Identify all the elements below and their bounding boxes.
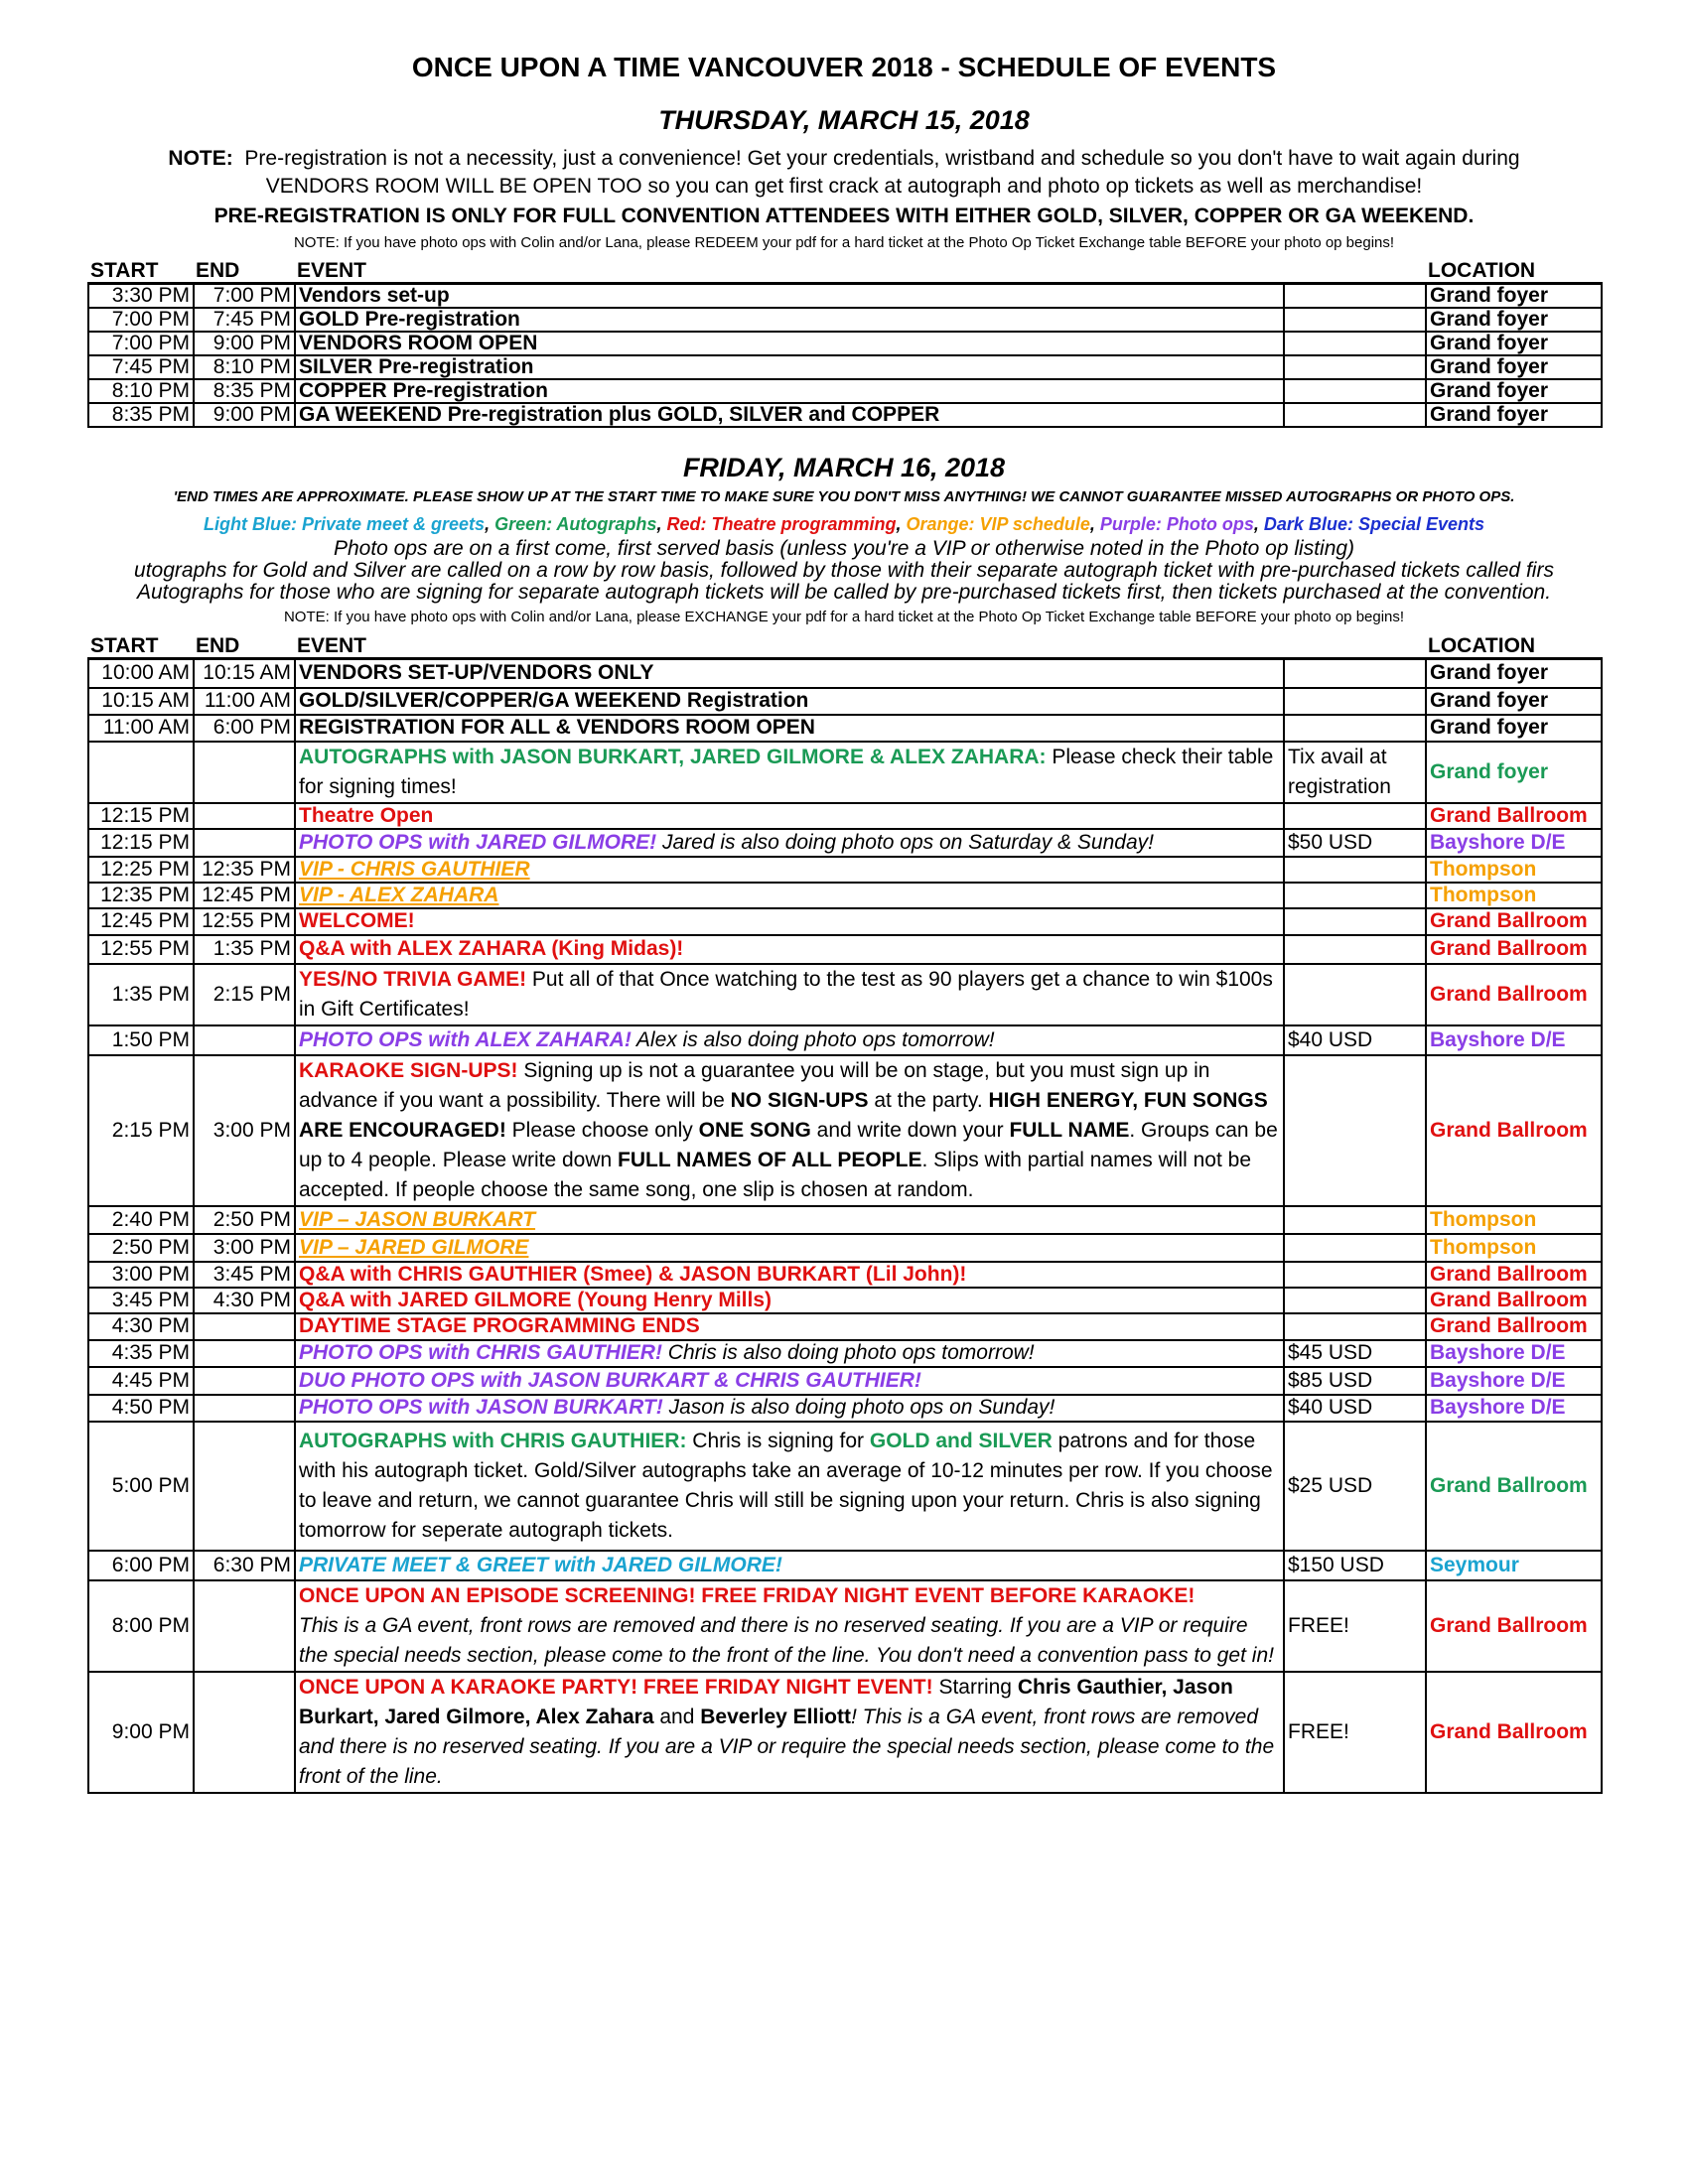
location: Grand Ballroom	[1426, 1313, 1602, 1340]
end-time: 3:00 PM	[194, 1055, 295, 1206]
start-time: 8:10 PM	[88, 379, 194, 403]
location: Thompson	[1426, 857, 1602, 883]
event: Q&A with JARED GILMORE (Young Henry Mills)	[295, 1288, 1284, 1313]
event-emphasis: NO SIGN-UPS	[730, 1088, 869, 1112]
table-row	[88, 935, 1602, 964]
thursday-note-4: NOTE: If you have photo ops with Colin and/or Lana, please REDEEM your pdf for a hard ticket at the Photo Op Ticket Exchange table BEFORE your photo op begins!	[293, 234, 1395, 251]
location: Grand Ballroom	[1426, 1055, 1602, 1206]
event-detail: Chris is signing for	[686, 1429, 870, 1452]
table-row	[88, 1206, 1602, 1234]
table-row	[88, 1313, 1602, 1340]
header-event: EVENT	[295, 260, 1284, 284]
note-label: NOTE:	[168, 147, 233, 170]
header-price	[1284, 635, 1426, 659]
location: Grand Ballroom	[1426, 1672, 1602, 1793]
end-time: 1:35 PM	[194, 935, 295, 964]
start-time: 4:35 PM	[88, 1340, 194, 1367]
location: Grand foyer	[1426, 332, 1602, 355]
price	[1284, 803, 1426, 829]
event: GA WEEKEND Pre-registration plus GOLD, SILVER and COPPER	[295, 403, 1284, 427]
price: $45 USD	[1284, 1340, 1426, 1367]
end-time: 9:00 PM	[194, 403, 295, 427]
table-row	[88, 1288, 1602, 1313]
table-row	[88, 883, 1602, 908]
end-time: 10:15 AM	[194, 659, 295, 688]
end-time: 8:35 PM	[194, 379, 295, 403]
table-row	[88, 1395, 1602, 1422]
start-time: 12:55 PM	[88, 935, 194, 964]
price	[1284, 1313, 1426, 1340]
event-detail: ! This is a GA event, front rows are removed and there is no reserved seating. If you are a VIP or require the special needs section, please come to the front of the line.	[299, 1705, 1275, 1788]
page-title: ONCE UPON A TIME VANCOUVER 2018 - SCHEDULE OF EVENTS	[411, 52, 1277, 82]
location: Grand foyer	[1426, 308, 1602, 332]
location: Bayshore D/E	[1426, 1395, 1602, 1422]
start-time: 12:25 PM	[88, 857, 194, 883]
location: Seymour	[1426, 1551, 1602, 1580]
event: REGISTRATION FOR ALL & VENDORS ROOM OPEN	[295, 715, 1284, 742]
location: Bayshore D/E	[1426, 829, 1602, 857]
price	[1284, 1234, 1426, 1262]
thursday-heading: THURSDAY, MARCH 15, 2018	[658, 105, 1030, 135]
price: $40 USD	[1284, 1395, 1426, 1422]
end-time: 7:00 PM	[194, 284, 295, 309]
event	[295, 742, 1284, 803]
event: GOLD/SILVER/COPPER/GA WEEKEND Registration	[295, 688, 1284, 715]
friday-info-1: Photo ops are on a first come, first served basis (unless you're a VIP or otherwise noted in the Photo op listing)	[333, 537, 1355, 560]
event: VENDORS SET-UP/VENDORS ONLY	[295, 659, 1284, 688]
legend-orange: Orange: VIP schedule	[906, 514, 1090, 534]
event: PRIVATE MEET & GREET with JARED GILMORE!	[295, 1551, 1284, 1580]
location: Grand Ballroom	[1426, 1422, 1602, 1551]
event: SILVER Pre-registration	[295, 355, 1284, 379]
table-row	[88, 1551, 1602, 1580]
event-emphasis: Chris Gauthier, Jason Burkart, Jared Gilmore, Alex Zahara	[299, 1675, 1233, 1728]
friday-info-2: utographs for Gold and Silver are called on a row by row basis, followed by those with their separate autograph ticket with pre-purchased tickets called firs	[134, 559, 1554, 582]
header-location: LOCATION	[1426, 260, 1602, 284]
event: DAYTIME STAGE PROGRAMMING ENDS	[295, 1313, 1284, 1340]
event-detail: . Groups can be up to 4 people. Please write down	[299, 1118, 1278, 1171]
location: Grand foyer	[1426, 715, 1602, 742]
start-time: 10:00 AM	[88, 659, 194, 688]
event-title: PHOTO OPS with JARED GILMORE!	[299, 830, 657, 854]
start-time: 9:00 PM	[88, 1672, 194, 1793]
table-row	[88, 1055, 1602, 1206]
event: Q&A with CHRIS GAUTHIER (Smee) & JASON BURKART (Lil John)!	[295, 1262, 1284, 1288]
location: Grand foyer	[1426, 284, 1602, 309]
event-emphasis: Beverley Elliott	[700, 1705, 851, 1728]
event-detail: This is a GA event, front rows are removed and there is no reserved seating. If you are a VIP or require the special needs section, please come to the front of the line. You don't need a convention pass to get in!	[299, 1613, 1274, 1667]
location: Grand foyer	[1426, 742, 1602, 803]
event-emphasis: HIGH ENERGY, FUN SONGS ARE ENCOURAGED!	[299, 1088, 1268, 1142]
table-row	[88, 715, 1602, 742]
start-time: 2:40 PM	[88, 1206, 194, 1234]
header-end: END	[194, 635, 295, 659]
event	[295, 1422, 1284, 1551]
start-time: 8:35 PM	[88, 403, 194, 427]
thursday-note-1	[0, 147, 1688, 171]
start-time: 2:15 PM	[88, 1055, 194, 1206]
event: VENDORS ROOM OPEN	[295, 332, 1284, 355]
table-row	[88, 1025, 1602, 1055]
event: VIP – JARED GILMORE	[295, 1234, 1284, 1262]
start-time: 8:00 PM	[88, 1580, 194, 1672]
location: Grand foyer	[1426, 403, 1602, 427]
table-row	[88, 308, 1602, 332]
end-time	[194, 1580, 295, 1672]
table-row	[88, 964, 1602, 1025]
price	[1284, 688, 1426, 715]
event-title: PHOTO OPS with CHRIS GAUTHIER!	[299, 1341, 662, 1364]
legend-sep: ,	[1253, 514, 1264, 534]
event-title: KARAOKE SIGN-UPS!	[299, 1058, 518, 1082]
event-title: YES/NO TRIVIA GAME!	[299, 967, 527, 991]
event-title: PHOTO OPS with ALEX ZAHARA!	[299, 1027, 632, 1051]
start-time: 7:00 PM	[88, 308, 194, 332]
event-detail: Put all of that Once watching to the test as 90 players get a chance to win $100s in Gift Certificates!	[299, 967, 1273, 1021]
end-time	[194, 803, 295, 829]
table-row	[88, 1262, 1602, 1288]
event-detail: . Slips with partial names will not be accepted. If people choose the same song, one slip is chosen at random.	[299, 1148, 1251, 1201]
location: Grand foyer	[1426, 659, 1602, 688]
event-detail: Please check their table for signing times!	[299, 745, 1274, 798]
table-row	[88, 829, 1602, 857]
price	[1284, 379, 1426, 403]
location: Bayshore D/E	[1426, 1340, 1602, 1367]
event	[295, 829, 1284, 857]
price	[1284, 935, 1426, 964]
event-detail: at the party.	[868, 1088, 989, 1112]
event-detail: Jason is also doing photo ops on Sunday!	[662, 1396, 1055, 1419]
end-time: 3:00 PM	[194, 1234, 295, 1262]
friday-heading: FRIDAY, MARCH 16, 2018	[682, 453, 1006, 482]
end-time	[194, 829, 295, 857]
end-time: 12:45 PM	[194, 883, 295, 908]
price: FREE!	[1284, 1672, 1426, 1793]
event	[295, 1395, 1284, 1422]
table-row	[88, 1367, 1602, 1395]
thursday-note-1-text: Pre-registration is not a necessity, just a convenience! Get your credentials, wristband and schedule so you don't have to wait again during	[244, 147, 1520, 170]
table-row	[88, 742, 1602, 803]
end-time: 6:00 PM	[194, 715, 295, 742]
event: VIP - ALEX ZAHARA	[295, 883, 1284, 908]
event-title: AUTOGRAPHS with CHRIS GAUTHIER:	[299, 1429, 687, 1452]
end-time: 6:30 PM	[194, 1551, 295, 1580]
price	[1284, 284, 1426, 309]
event-detail: Alex is also doing photo ops tomorrow!	[631, 1027, 995, 1051]
header-price	[1284, 260, 1426, 284]
legend-sep: ,	[656, 514, 667, 534]
table-row	[88, 857, 1602, 883]
end-time	[194, 1672, 295, 1793]
location: Grand Ballroom	[1426, 964, 1602, 1025]
price: $85 USD	[1284, 1367, 1426, 1395]
event-title: PHOTO OPS with JASON BURKART!	[299, 1396, 663, 1419]
start-time: 3:30 PM	[88, 284, 194, 309]
start-time: 10:15 AM	[88, 688, 194, 715]
table-row	[88, 1422, 1602, 1551]
event-title: AUTOGRAPHS with JASON BURKART, JARED GILMORE & ALEX ZAHARA:	[299, 745, 1047, 768]
event: GOLD Pre-registration	[295, 308, 1284, 332]
end-time: 2:50 PM	[194, 1206, 295, 1234]
end-time	[194, 1025, 295, 1055]
event-emphasis: FULL NAMES OF ALL PEOPLE	[618, 1148, 922, 1171]
start-time: 11:00 AM	[88, 715, 194, 742]
event-detail: Please choose only	[505, 1118, 699, 1142]
start-time: 3:45 PM	[88, 1288, 194, 1313]
location: Grand Ballroom	[1426, 1262, 1602, 1288]
location: Thompson	[1426, 883, 1602, 908]
end-time: 11:00 AM	[194, 688, 295, 715]
location: Grand foyer	[1426, 688, 1602, 715]
price	[1284, 883, 1426, 908]
table-row	[88, 1672, 1602, 1793]
event	[295, 1340, 1284, 1367]
event	[295, 964, 1284, 1025]
legend-purple: Purple: Photo ops	[1099, 514, 1254, 534]
event-emphasis: ONE SONG	[698, 1118, 811, 1142]
start-time: 5:00 PM	[88, 1422, 194, 1551]
price	[1284, 332, 1426, 355]
event	[295, 1672, 1284, 1793]
table-row	[88, 659, 1602, 688]
color-legend	[0, 514, 1688, 535]
event-title: ONCE UPON AN EPISODE SCREENING! FREE FRIDAY NIGHT EVENT BEFORE KARAOKE!	[299, 1583, 1196, 1607]
price	[1284, 355, 1426, 379]
table-row	[88, 355, 1602, 379]
location: Grand Ballroom	[1426, 803, 1602, 829]
end-time: 2:15 PM	[194, 964, 295, 1025]
friday-schedule-table	[87, 635, 1603, 1794]
event: VIP – JASON BURKART	[295, 1206, 1284, 1234]
end-time: 12:35 PM	[194, 857, 295, 883]
table-row	[88, 403, 1602, 427]
start-time: 4:50 PM	[88, 1395, 194, 1422]
event-detail: patrons and for those with his autograph ticket. Gold/Silver autographs take an average of 10-12 minutes per row. If you choose to leave and return, we cannot guarantee Chris will still be signing upon your return. Chris is also signing tomorrow for seperate autograph tickets.	[299, 1429, 1273, 1542]
legend-sep: ,	[896, 514, 907, 534]
table-header-row	[88, 635, 1602, 659]
start-time: 1:35 PM	[88, 964, 194, 1025]
price	[1284, 857, 1426, 883]
price	[1284, 1055, 1426, 1206]
end-time	[194, 1422, 295, 1551]
price: $50 USD	[1284, 829, 1426, 857]
end-time: 9:00 PM	[194, 332, 295, 355]
end-time	[194, 1340, 295, 1367]
event	[295, 1580, 1284, 1672]
location: Bayshore D/E	[1426, 1025, 1602, 1055]
start-time: 3:00 PM	[88, 1262, 194, 1288]
event-title: ONCE UPON A KARAOKE PARTY! FREE FRIDAY NIGHT EVENT!	[299, 1675, 933, 1699]
friday-info-3: Autographs for those who are signing for separate autograph tickets will be called by pre-purchased tickets first, then tickets purchased at the convention.	[136, 581, 1552, 604]
price	[1284, 964, 1426, 1025]
price	[1284, 908, 1426, 935]
price: FREE!	[1284, 1580, 1426, 1672]
table-row	[88, 1580, 1602, 1672]
table-row	[88, 1340, 1602, 1367]
location: Grand Ballroom	[1426, 908, 1602, 935]
event-detail: and	[653, 1705, 701, 1728]
end-time: 8:10 PM	[194, 355, 295, 379]
start-time: 12:15 PM	[88, 829, 194, 857]
table-row	[88, 803, 1602, 829]
legend-sep: ,	[1089, 514, 1100, 534]
legend-red: Red: Theatre programming	[666, 514, 897, 534]
event: VIP - CHRIS GAUTHIER	[295, 857, 1284, 883]
location: Grand Ballroom	[1426, 1580, 1602, 1672]
event-detail: Jared is also doing photo ops on Saturday & Sunday!	[656, 830, 1154, 854]
start-time: 1:50 PM	[88, 1025, 194, 1055]
header-end: END	[194, 260, 295, 284]
price	[1284, 1206, 1426, 1234]
event: Theatre Open	[295, 803, 1284, 829]
event	[295, 1025, 1284, 1055]
event-detail: Chris is also doing photo ops tomorrow!	[661, 1341, 1035, 1364]
thursday-note-3: PRE-REGISTRATION IS ONLY FOR FULL CONVENTION ATTENDEES WITH EITHER GOLD, SILVER, COPPER OR GA WEEKEND.	[213, 205, 1475, 227]
start-time: 4:45 PM	[88, 1367, 194, 1395]
event: Vendors set-up	[295, 284, 1284, 309]
price	[1284, 1288, 1426, 1313]
header-location: LOCATION	[1426, 635, 1602, 659]
end-time: 4:30 PM	[194, 1288, 295, 1313]
price	[1284, 715, 1426, 742]
event	[295, 1055, 1284, 1206]
start-time: 12:15 PM	[88, 803, 194, 829]
end-time	[194, 742, 295, 803]
thursday-schedule-table	[87, 260, 1603, 428]
header-start: START	[88, 635, 194, 659]
table-header-row	[88, 260, 1602, 284]
end-time	[194, 1367, 295, 1395]
end-time: 3:45 PM	[194, 1262, 295, 1288]
friday-note: NOTE: If you have photo ops with Colin and/or Lana, please EXCHANGE your pdf for a hard ticket at the Photo Op Ticket Exchange table BEFORE your photo op begins!	[283, 609, 1405, 625]
location: Thompson	[1426, 1206, 1602, 1234]
event: DUO PHOTO OPS with JASON BURKART & CHRIS GAUTHIER!	[295, 1367, 1284, 1395]
table-row	[88, 284, 1602, 309]
header-start: START	[88, 260, 194, 284]
friday-warning: 'END TIMES ARE APPROXIMATE. PLEASE SHOW UP AT THE START TIME TO MAKE SURE YOU DON'T MISS ANYTHING! WE CANNOT GUARANTEE MISSED AUTOGRAPHS OR PHOTO OPS.	[173, 488, 1515, 505]
event-detail: Starring	[932, 1675, 1018, 1699]
price	[1284, 403, 1426, 427]
start-time: 4:30 PM	[88, 1313, 194, 1340]
end-time: 12:55 PM	[194, 908, 295, 935]
start-time: 2:50 PM	[88, 1234, 194, 1262]
event-emphasis: FULL NAME	[1009, 1118, 1130, 1142]
table-row	[88, 908, 1602, 935]
location: Bayshore D/E	[1426, 1367, 1602, 1395]
price: $150 USD	[1284, 1551, 1426, 1580]
event-emphasis: GOLD and SILVER	[869, 1429, 1053, 1452]
location: Grand Ballroom	[1426, 1288, 1602, 1313]
legend-green: Green: Autographs	[494, 514, 657, 534]
price	[1284, 1262, 1426, 1288]
location: Grand foyer	[1426, 379, 1602, 403]
start-time: 7:00 PM	[88, 332, 194, 355]
legend-light-blue: Light Blue: Private meet & greets	[203, 514, 486, 534]
start-time: 12:35 PM	[88, 883, 194, 908]
start-time: 6:00 PM	[88, 1551, 194, 1580]
price: $40 USD	[1284, 1025, 1426, 1055]
price: $25 USD	[1284, 1422, 1426, 1551]
legend-dark-blue: Dark Blue: Special Events	[1263, 514, 1485, 534]
table-row	[88, 379, 1602, 403]
price: Tix avail at registration	[1284, 742, 1426, 803]
event: WELCOME!	[295, 908, 1284, 935]
header-event: EVENT	[295, 635, 1284, 659]
location: Thompson	[1426, 1234, 1602, 1262]
price	[1284, 308, 1426, 332]
event-detail: and write down your	[810, 1118, 1010, 1142]
end-time	[194, 1395, 295, 1422]
start-time	[88, 742, 194, 803]
location: Grand Ballroom	[1426, 935, 1602, 964]
thursday-note-2: VENDORS ROOM WILL BE OPEN TOO so you can get first crack at autograph and photo op tickets as well as merchandise!	[265, 175, 1423, 198]
start-time: 12:45 PM	[88, 908, 194, 935]
start-time: 7:45 PM	[88, 355, 194, 379]
event: COPPER Pre-registration	[295, 379, 1284, 403]
end-time: 7:45 PM	[194, 308, 295, 332]
table-row	[88, 1234, 1602, 1262]
table-row	[88, 332, 1602, 355]
location: Grand foyer	[1426, 355, 1602, 379]
legend-sep: ,	[485, 514, 495, 534]
event-detail: Signing up is not a guarantee you will be on stage, but you must sign up in advance if you want a possibility. There will be	[299, 1058, 1210, 1112]
event: Q&A with ALEX ZAHARA (King Midas)!	[295, 935, 1284, 964]
end-time	[194, 1313, 295, 1340]
price	[1284, 659, 1426, 688]
table-row	[88, 688, 1602, 715]
